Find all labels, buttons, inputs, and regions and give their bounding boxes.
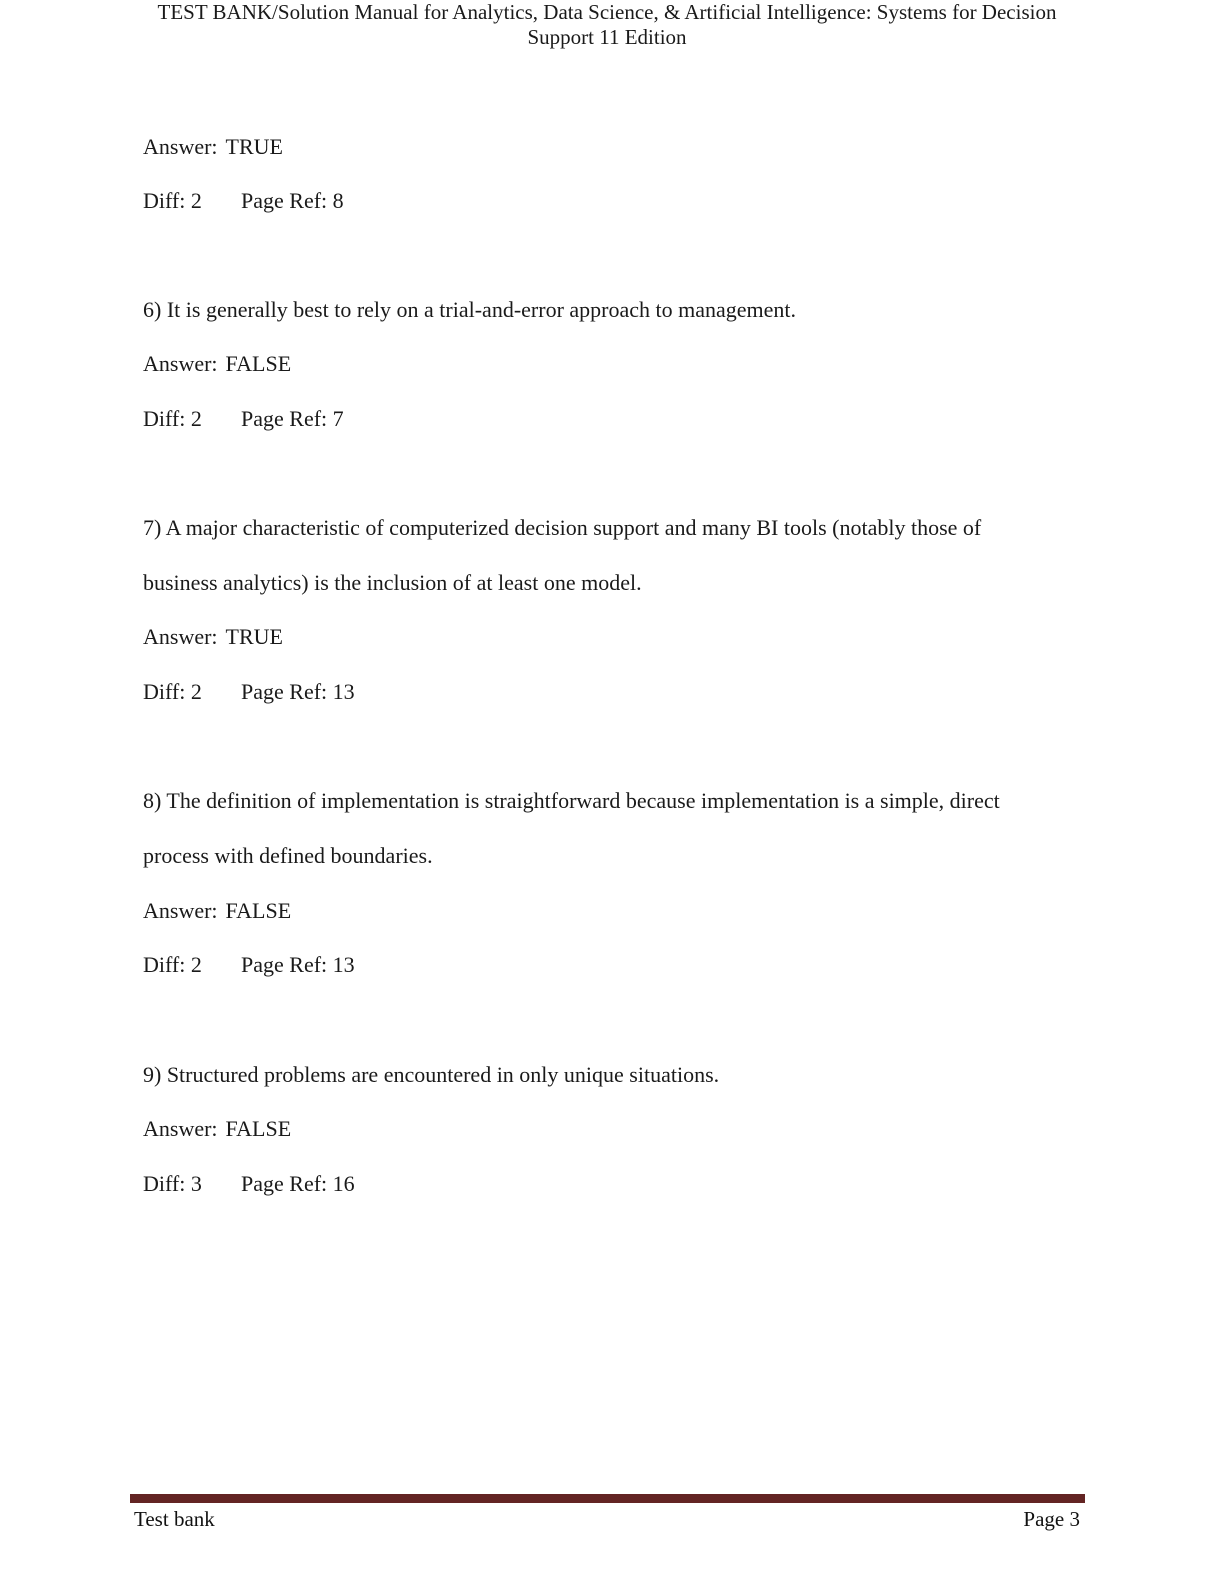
footer-divider xyxy=(130,1494,1085,1503)
diff-label: Diff: 2 xyxy=(143,188,202,213)
prev-meta xyxy=(143,188,344,214)
page-ref: Page Ref: 13 xyxy=(241,952,355,977)
question-9-meta xyxy=(143,1171,355,1197)
question-6-answer: Answer: FALSE xyxy=(143,351,292,376)
question-9-text: 9) Structured problems are encountered in only unique situations. xyxy=(143,1062,720,1087)
answer-value: FALSE xyxy=(225,898,292,923)
page-ref: Page Ref: 16 xyxy=(241,1171,355,1196)
question-7-text-line-2: business analytics) is the inclusion of at least one model. xyxy=(143,570,642,595)
question-8-text-line-1: 8) The definition of implementation is straightforward because implementation is a simple, direct xyxy=(143,788,1000,813)
diff-label: Diff: 2 xyxy=(143,406,202,431)
diff-label: Diff: 2 xyxy=(143,679,202,704)
header-line-2: Support 11 Edition xyxy=(527,25,687,49)
question-6-text: 6) It is generally best to rely on a trial-and-error approach to management. xyxy=(143,297,797,322)
diff-label: Diff: 2 xyxy=(143,952,202,977)
answer-value: FALSE xyxy=(225,1116,292,1141)
page-ref: Page Ref: 8 xyxy=(241,188,344,213)
answer-value: FALSE xyxy=(225,351,292,376)
question-7-meta xyxy=(143,679,355,705)
question-9-answer: Answer: FALSE xyxy=(143,1116,292,1141)
running-header xyxy=(100,0,1114,50)
header-line-1: TEST BANK/Solution Manual for Analytics, Data Science, & Artificial Intelligence: Systems for Decision xyxy=(157,0,1057,24)
footer-title: Test bank xyxy=(134,1507,215,1531)
answer-value: TRUE xyxy=(225,624,283,649)
question-8-text-line-2: process with defined boundaries. xyxy=(143,843,433,868)
prev-answer: Answer: TRUE xyxy=(143,134,283,159)
diff-label: Diff: 3 xyxy=(143,1171,202,1196)
question-8-meta xyxy=(143,952,355,978)
page-number: Page 3 xyxy=(1023,1507,1080,1531)
question-7-text-line-1: 7) A major characteristic of computerized decision support and many BI tools (notably those of xyxy=(143,515,982,540)
answer-value: TRUE xyxy=(225,134,283,159)
question-7-answer: Answer: TRUE xyxy=(143,624,283,649)
page-ref: Page Ref: 13 xyxy=(241,679,355,704)
question-8-answer: Answer: FALSE xyxy=(143,898,292,923)
page-ref: Page Ref: 7 xyxy=(241,406,344,431)
question-6-meta xyxy=(143,406,344,432)
